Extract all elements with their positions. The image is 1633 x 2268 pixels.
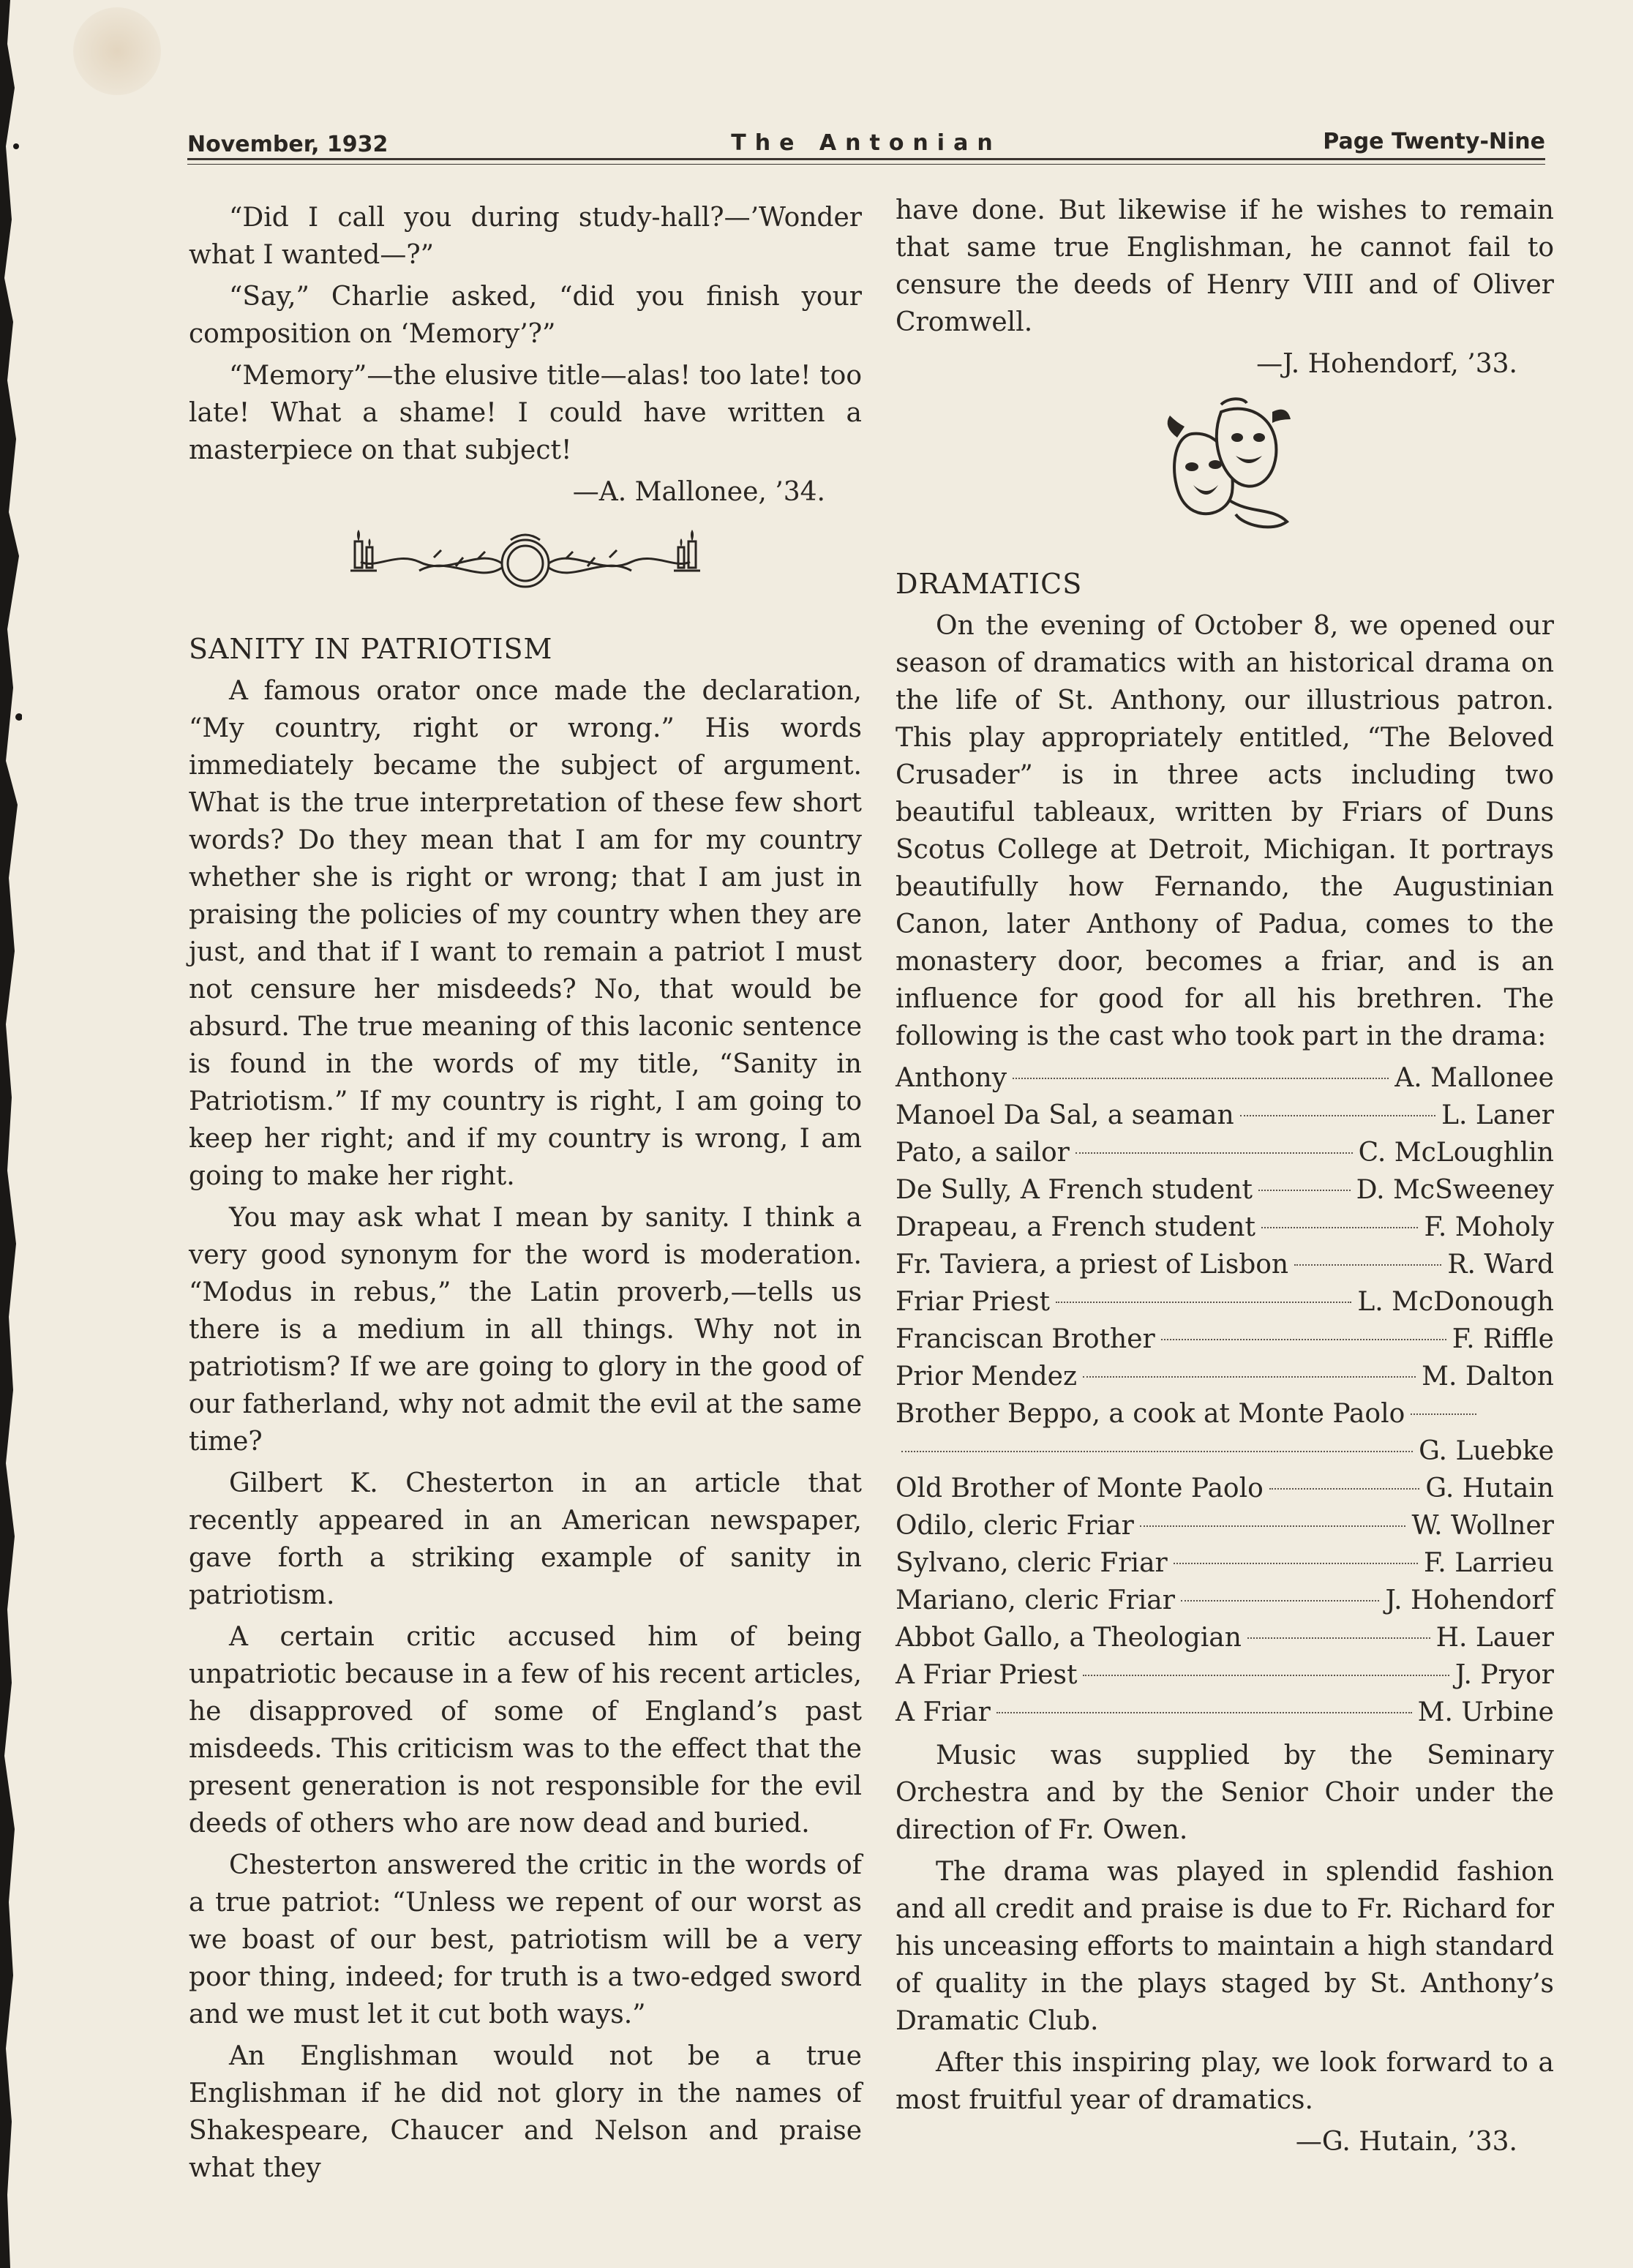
cast-entry: Abbot Gallo, a Theologian H. Lauer	[896, 1623, 1554, 1653]
cast-entry: Prior Mendez M. Dalton	[896, 1362, 1554, 1392]
cast-entry: Anthony A. Mallonee	[896, 1063, 1554, 1093]
article-paragraph: An Englishman would not be a true Englishman if he did not glory in the names of Shakespeare, Chaucer and Nelson and praise what they	[189, 2041, 862, 2183]
continuation-signature: —J. Hohendorf, ’33.	[1256, 349, 1517, 379]
cast-list	[896, 1059, 1554, 1731]
cast-entry: A Friar M. Urbine	[896, 1697, 1554, 1727]
left-column	[189, 199, 862, 2191]
closing-paragraph: Music was supplied by the Seminary Orchestra and by the Senior Choir under the direction of Fr. Owen.	[896, 1741, 1554, 1845]
cast-entry: Pato, a sailor C. McLoughlin	[896, 1138, 1554, 1168]
section-title-dramatics: DRAMATICS	[896, 568, 1083, 600]
cast-entry: Drapeau, a French student F. Moholy	[896, 1212, 1554, 1242]
comedy-tragedy-masks-icon	[1148, 397, 1302, 536]
header-rule-thin	[187, 164, 1545, 165]
torn-page-edge	[0, 0, 22, 2268]
header-date: November, 1932	[187, 132, 388, 157]
cast-entry: De Sully, A French student D. McSweeney	[896, 1175, 1554, 1205]
closing-paragraph: The drama was played in splendid fashion and all credit and praise is due to Fr. Richard for his unceasing efforts to maintain a high standard of quality in the plays staged by St. Anthony’s Dramatic Club.	[896, 1857, 1554, 2036]
article-paragraph: A famous orator once made the declaration, “My country, right or wrong.” His words immediately became the subject of argument. What is the true interpretation of these few short words? Do they mean that I am for my country whether she is right or wrong; that I am just in praising the policies of my country when they are just, and that if I want to remain a patriot I must not censure her misdeeds? No, that would be absurd. The true meaning of this laconic sentence is found in the words of my title, “Sanity in Patriotism.” If my country is right, I am going to keep her right; and if my country is wrong, I am going to make her right.	[189, 676, 862, 1191]
cast-entry: A Friar Priest J. Pryor	[896, 1660, 1554, 1690]
header-page-number: Page Twenty-Nine	[1323, 129, 1545, 154]
cast-entry: Mariano, cleric Friar J. Hohendorf	[896, 1585, 1554, 1615]
header-publication: The Antonian	[731, 130, 1002, 156]
continuation-paragraph: have done. But likewise if he wishes to remain that same true Englishman, he cannot fail to censure the deeds of Henry VIII and of Oliver Cromwell.	[896, 195, 1554, 337]
cast-entry: Manoel Da Sal, a seaman L. Laner	[896, 1100, 1554, 1130]
article-paragraph: Gilbert K. Chesterton in an article that recently appeared in an American newspaper, gave forth a striking example of sanity in patriotism.	[189, 1468, 862, 1610]
section-title-sanity: SANITY IN PATRIOTISM	[189, 633, 553, 665]
closing-signature: —G. Hutain, ’33.	[1295, 2127, 1517, 2157]
cast-entry: Franciscan Brother F. Riffle	[896, 1324, 1554, 1354]
intro-paragraph: “Did I call you during study-hall?—’Wonder what I wanted—?”	[189, 203, 862, 270]
intro-signature: —A. Mallonee, ’34.	[572, 477, 825, 507]
intro-paragraph: “Say,” Charlie asked, “did you finish your composition on ‘Memory’?”	[189, 282, 862, 349]
cast-entry: Friar Priest L. McDonough	[896, 1287, 1554, 1317]
cast-entry: Brother Beppo, a cook at Monte Paolo G. Luebke	[896, 1399, 1554, 1466]
laurel-wreath-candles-ornament	[346, 525, 705, 598]
cast-entry: Old Brother of Monte Paolo G. Hutain	[896, 1473, 1554, 1503]
intro-paragraph: “Memory”—the elusive title—alas! too late! too late! What a shame! I could have written a masterpiece on that subject!	[189, 361, 862, 465]
right-column	[896, 192, 1554, 2165]
closing-paragraph: After this inspiring play, we look forward to a most fruitful year of dramatics.	[896, 2048, 1554, 2115]
article-paragraph: You may ask what I mean by sanity. I think a very good synonym for the word is moderation. “Modus in rebus,” the Latin proverb,—tells us there is a medium in all things. Why not in patriotism? If we are going to glory in the good of our fatherland, why not admit the evil at the same time?	[189, 1203, 862, 1457]
dramatics-intro: On the evening of October 8, we opened our season of dramatics with an historical drama on the life of St. Anthony, our illustrious patron. This play appropriately entitled, “The Beloved Crusader” is in three acts including two beautiful tableaux, written by Friars of Duns Scotus College at Detroit, Michigan. It portrays beautifully how Fernando, the Augustinian Canon, later Anthony of Padua, comes to the monastery door, becomes a friar, and is an influence for good for all his brethren. The following is the cast who took part in the drama:	[896, 611, 1554, 1051]
cast-entry: Sylvano, cleric Friar F. Larrieu	[896, 1548, 1554, 1578]
cast-entry: Odilo, cleric Friar W. Wollner	[896, 1511, 1554, 1541]
article-paragraph: Chesterton answered the critic in the words of a true patriot: “Unless we repent of our worst as we boast of our best, patriotism will be a very poor thing, indeed; for truth is a two-edged sword and we must let it cut both ways.”	[189, 1850, 862, 2029]
page-header	[187, 126, 1545, 162]
cast-entry: Fr. Taviera, a priest of Lisbon R. Ward	[896, 1250, 1554, 1280]
article-paragraph: A certain critic accused him of being unpatriotic because in a few of his recent articles, he disapproved of some of England’s past misdeeds. This criticism was to the effect that the present generation is not responsible for the evil deeds of others who are now dead and buried.	[189, 1622, 862, 1839]
paper-stain	[73, 7, 161, 95]
header-rule	[187, 158, 1545, 160]
